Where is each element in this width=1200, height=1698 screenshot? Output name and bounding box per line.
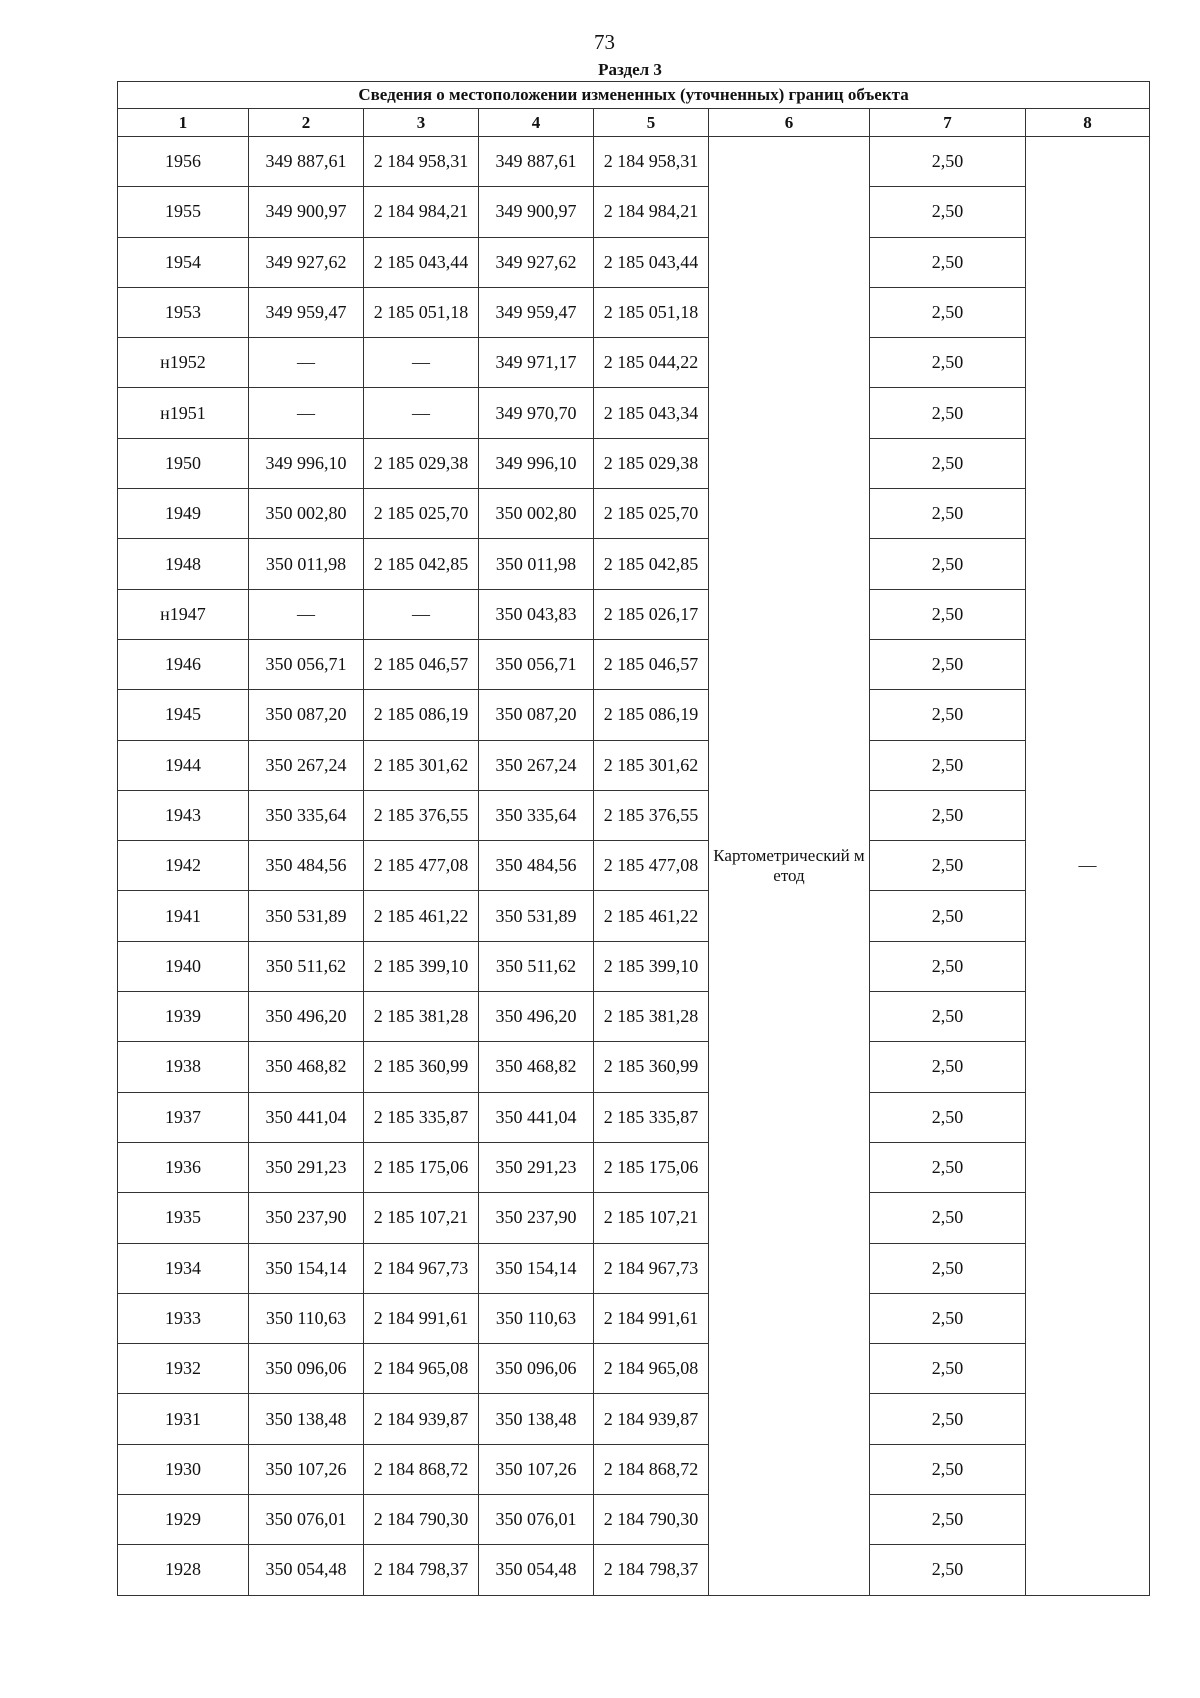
- y-existing-cell: 2 184 798,37: [364, 1545, 479, 1595]
- x-existing-cell: 350 054,48: [249, 1545, 364, 1595]
- y-updated-cell: 2 184 939,87: [594, 1394, 709, 1444]
- table-row: [118, 287, 1150, 337]
- x-existing-cell: —: [249, 589, 364, 639]
- point-number-cell: н1951: [118, 388, 249, 438]
- x-updated-cell: 350 107,26: [479, 1444, 594, 1494]
- x-existing-cell: 349 996,10: [249, 438, 364, 488]
- y-existing-cell: 2 185 360,99: [364, 1042, 479, 1092]
- x-existing-cell: 349 959,47: [249, 287, 364, 337]
- point-number-cell: 1943: [118, 790, 249, 840]
- y-existing-cell: 2 185 376,55: [364, 790, 479, 840]
- x-updated-cell: 349 927,62: [479, 237, 594, 287]
- point-number-cell: 1934: [118, 1243, 249, 1293]
- column-number: 2: [249, 109, 364, 137]
- y-updated-cell: 2 184 868,72: [594, 1444, 709, 1494]
- point-number-cell: 1935: [118, 1193, 249, 1243]
- column-number: 5: [594, 109, 709, 137]
- point-number-cell: 1955: [118, 187, 249, 237]
- x-updated-cell: 350 511,62: [479, 941, 594, 991]
- x-existing-cell: 350 056,71: [249, 639, 364, 689]
- table-caption-row: [118, 82, 1150, 109]
- accuracy-cell: 2,50: [870, 1293, 1026, 1343]
- y-updated-cell: 2 185 025,70: [594, 489, 709, 539]
- x-updated-cell: 349 970,70: [479, 388, 594, 438]
- y-updated-cell: 2 185 360,99: [594, 1042, 709, 1092]
- y-updated-cell: 2 184 965,08: [594, 1344, 709, 1394]
- point-number-cell: 1942: [118, 841, 249, 891]
- y-updated-cell: 2 185 301,62: [594, 740, 709, 790]
- page-number: 73: [594, 30, 615, 54]
- accuracy-cell: 2,50: [870, 589, 1026, 639]
- table-row: [118, 740, 1150, 790]
- x-updated-cell: 350 043,83: [479, 589, 594, 639]
- point-number-cell: 1929: [118, 1495, 249, 1545]
- table-row: [118, 137, 1150, 187]
- point-number-cell: 1931: [118, 1394, 249, 1444]
- point-number-cell: 1941: [118, 891, 249, 941]
- x-existing-cell: 350 468,82: [249, 1042, 364, 1092]
- x-existing-cell: 350 531,89: [249, 891, 364, 941]
- point-number-cell: 1940: [118, 941, 249, 991]
- point-number-cell: н1952: [118, 338, 249, 388]
- accuracy-cell: 2,50: [870, 841, 1026, 891]
- table-row: [118, 841, 1150, 891]
- section-title: Раздел 3: [598, 60, 662, 79]
- x-existing-cell: 350 076,01: [249, 1495, 364, 1545]
- x-existing-cell: 350 110,63: [249, 1293, 364, 1343]
- accuracy-cell: 2,50: [870, 790, 1026, 840]
- accuracy-cell: 2,50: [870, 338, 1026, 388]
- y-updated-cell: 2 185 051,18: [594, 287, 709, 337]
- y-updated-cell: 2 184 984,21: [594, 187, 709, 237]
- y-existing-cell: 2 184 958,31: [364, 137, 479, 187]
- point-number-cell: 1932: [118, 1344, 249, 1394]
- x-updated-cell: 350 138,48: [479, 1394, 594, 1444]
- x-existing-cell: 350 011,98: [249, 539, 364, 589]
- y-existing-cell: 2 185 107,21: [364, 1193, 479, 1243]
- table-row: [118, 941, 1150, 991]
- y-existing-cell: 2 185 043,44: [364, 237, 479, 287]
- x-existing-cell: 350 484,56: [249, 841, 364, 891]
- accuracy-cell: 2,50: [870, 539, 1026, 589]
- y-updated-cell: 2 185 477,08: [594, 841, 709, 891]
- x-existing-cell: 350 138,48: [249, 1394, 364, 1444]
- point-number-cell: 1928: [118, 1545, 249, 1595]
- x-updated-cell: 350 335,64: [479, 790, 594, 840]
- x-updated-cell: 350 441,04: [479, 1092, 594, 1142]
- accuracy-cell: 2,50: [870, 1193, 1026, 1243]
- accuracy-cell: 2,50: [870, 1545, 1026, 1595]
- x-existing-cell: —: [249, 338, 364, 388]
- accuracy-cell: 2,50: [870, 1495, 1026, 1545]
- point-number-cell: 1938: [118, 1042, 249, 1092]
- y-existing-cell: 2 184 991,61: [364, 1293, 479, 1343]
- point-number-cell: н1947: [118, 589, 249, 639]
- table-row: [118, 1193, 1150, 1243]
- x-updated-cell: 350 496,20: [479, 992, 594, 1042]
- y-updated-cell: 2 185 335,87: [594, 1092, 709, 1142]
- y-existing-cell: 2 185 381,28: [364, 992, 479, 1042]
- note-cell: —: [1026, 137, 1150, 1596]
- table-row: [118, 187, 1150, 237]
- y-existing-cell: 2 185 086,19: [364, 690, 479, 740]
- y-existing-cell: 2 184 790,30: [364, 1495, 479, 1545]
- point-number-cell: 1956: [118, 137, 249, 187]
- y-existing-cell: —: [364, 338, 479, 388]
- x-updated-cell: 350 267,24: [479, 740, 594, 790]
- table-row: [118, 338, 1150, 388]
- accuracy-cell: 2,50: [870, 287, 1026, 337]
- column-number-row: [118, 109, 1150, 137]
- y-updated-cell: 2 185 086,19: [594, 690, 709, 740]
- y-updated-cell: 2 185 043,34: [594, 388, 709, 438]
- y-existing-cell: 2 185 461,22: [364, 891, 479, 941]
- accuracy-cell: 2,50: [870, 740, 1026, 790]
- table-row: [118, 891, 1150, 941]
- y-existing-cell: 2 184 984,21: [364, 187, 479, 237]
- y-updated-cell: 2 185 044,22: [594, 338, 709, 388]
- x-updated-cell: 350 076,01: [479, 1495, 594, 1545]
- table-row: [118, 237, 1150, 287]
- table-row: [118, 1293, 1150, 1343]
- x-updated-cell: 350 291,23: [479, 1142, 594, 1192]
- y-updated-cell: 2 184 798,37: [594, 1545, 709, 1595]
- accuracy-cell: 2,50: [870, 237, 1026, 287]
- y-updated-cell: 2 184 958,31: [594, 137, 709, 187]
- x-updated-cell: 350 087,20: [479, 690, 594, 740]
- table-row: [118, 690, 1150, 740]
- x-updated-cell: 350 468,82: [479, 1042, 594, 1092]
- y-existing-cell: 2 185 042,85: [364, 539, 479, 589]
- x-updated-cell: 350 002,80: [479, 489, 594, 539]
- x-existing-cell: 350 496,20: [249, 992, 364, 1042]
- y-updated-cell: 2 185 043,44: [594, 237, 709, 287]
- accuracy-cell: 2,50: [870, 489, 1026, 539]
- x-updated-cell: 350 011,98: [479, 539, 594, 589]
- table-row: [118, 1495, 1150, 1545]
- table-row: [118, 1545, 1150, 1595]
- point-number-cell: 1944: [118, 740, 249, 790]
- x-updated-cell: 349 900,97: [479, 187, 594, 237]
- x-existing-cell: 349 887,61: [249, 137, 364, 187]
- accuracy-cell: 2,50: [870, 438, 1026, 488]
- table-row: [118, 992, 1150, 1042]
- table-body: [118, 137, 1150, 1596]
- point-number-cell: 1933: [118, 1293, 249, 1343]
- x-existing-cell: 350 267,24: [249, 740, 364, 790]
- y-existing-cell: 2 185 025,70: [364, 489, 479, 539]
- y-updated-cell: 2 184 790,30: [594, 1495, 709, 1545]
- point-number-cell: 1949: [118, 489, 249, 539]
- point-number-cell: 1946: [118, 639, 249, 689]
- x-existing-cell: 350 096,06: [249, 1344, 364, 1394]
- accuracy-cell: 2,50: [870, 639, 1026, 689]
- y-updated-cell: 2 185 042,85: [594, 539, 709, 589]
- accuracy-cell: 2,50: [870, 1092, 1026, 1142]
- y-existing-cell: —: [364, 388, 479, 438]
- x-updated-cell: 350 531,89: [479, 891, 594, 941]
- x-existing-cell: 350 154,14: [249, 1243, 364, 1293]
- y-updated-cell: 2 185 399,10: [594, 941, 709, 991]
- y-existing-cell: 2 184 967,73: [364, 1243, 479, 1293]
- y-existing-cell: 2 185 029,38: [364, 438, 479, 488]
- y-updated-cell: 2 184 967,73: [594, 1243, 709, 1293]
- x-existing-cell: 350 335,64: [249, 790, 364, 840]
- accuracy-cell: 2,50: [870, 137, 1026, 187]
- coordinates-table: [117, 81, 1150, 1596]
- x-updated-cell: 350 096,06: [479, 1344, 594, 1394]
- accuracy-cell: 2,50: [870, 1042, 1026, 1092]
- y-updated-cell: 2 185 175,06: [594, 1142, 709, 1192]
- y-existing-cell: 2 185 477,08: [364, 841, 479, 891]
- table-row: [118, 1042, 1150, 1092]
- x-updated-cell: 349 887,61: [479, 137, 594, 187]
- accuracy-cell: 2,50: [870, 1344, 1026, 1394]
- x-existing-cell: 350 441,04: [249, 1092, 364, 1142]
- x-existing-cell: 350 002,80: [249, 489, 364, 539]
- x-existing-cell: 350 107,26: [249, 1444, 364, 1494]
- accuracy-cell: 2,50: [870, 388, 1026, 438]
- x-existing-cell: 350 087,20: [249, 690, 364, 740]
- x-existing-cell: 349 900,97: [249, 187, 364, 237]
- table-row: [118, 1444, 1150, 1494]
- y-existing-cell: 2 185 335,87: [364, 1092, 479, 1142]
- accuracy-cell: 2,50: [870, 941, 1026, 991]
- point-number-cell: 1945: [118, 690, 249, 740]
- y-existing-cell: —: [364, 589, 479, 639]
- table-row: [118, 438, 1150, 488]
- table-row: [118, 489, 1150, 539]
- y-existing-cell: 2 185 301,62: [364, 740, 479, 790]
- y-existing-cell: 2 185 399,10: [364, 941, 479, 991]
- table-row: [118, 1092, 1150, 1142]
- table-row: [118, 639, 1150, 689]
- y-existing-cell: 2 185 175,06: [364, 1142, 479, 1192]
- table-row: [118, 1142, 1150, 1192]
- method-cell: Картометрический метод: [709, 137, 870, 1596]
- x-updated-cell: 350 154,14: [479, 1243, 594, 1293]
- x-updated-cell: 349 996,10: [479, 438, 594, 488]
- x-updated-cell: 349 959,47: [479, 287, 594, 337]
- accuracy-cell: 2,50: [870, 1142, 1026, 1192]
- column-number: 8: [1026, 109, 1150, 137]
- x-updated-cell: 350 056,71: [479, 639, 594, 689]
- column-number: 4: [479, 109, 594, 137]
- column-number: 6: [709, 109, 870, 137]
- y-existing-cell: 2 185 051,18: [364, 287, 479, 337]
- table-row: [118, 1344, 1150, 1394]
- accuracy-cell: 2,50: [870, 1243, 1026, 1293]
- y-updated-cell: 2 185 026,17: [594, 589, 709, 639]
- table-row: [118, 1394, 1150, 1444]
- point-number-cell: 1950: [118, 438, 249, 488]
- accuracy-cell: 2,50: [870, 1444, 1026, 1494]
- x-existing-cell: 350 511,62: [249, 941, 364, 991]
- y-existing-cell: 2 184 965,08: [364, 1344, 479, 1394]
- y-updated-cell: 2 185 046,57: [594, 639, 709, 689]
- y-updated-cell: 2 185 461,22: [594, 891, 709, 941]
- x-updated-cell: 350 110,63: [479, 1293, 594, 1343]
- table-row: [118, 388, 1150, 438]
- point-number-cell: 1954: [118, 237, 249, 287]
- x-existing-cell: —: [249, 388, 364, 438]
- x-updated-cell: 350 054,48: [479, 1545, 594, 1595]
- column-number: 7: [870, 109, 1026, 137]
- x-existing-cell: 350 291,23: [249, 1142, 364, 1192]
- accuracy-cell: 2,50: [870, 992, 1026, 1042]
- point-number-cell: 1948: [118, 539, 249, 589]
- table-caption: Сведения о местоположении измененных (уточненных) границ объекта: [118, 82, 1150, 109]
- x-updated-cell: 349 971,17: [479, 338, 594, 388]
- point-number-cell: 1953: [118, 287, 249, 337]
- y-updated-cell: 2 184 991,61: [594, 1293, 709, 1343]
- y-existing-cell: 2 184 939,87: [364, 1394, 479, 1444]
- y-existing-cell: 2 184 868,72: [364, 1444, 479, 1494]
- accuracy-cell: 2,50: [870, 690, 1026, 740]
- x-updated-cell: 350 484,56: [479, 841, 594, 891]
- table-row: [118, 589, 1150, 639]
- y-existing-cell: 2 185 046,57: [364, 639, 479, 689]
- table-row: [118, 1243, 1150, 1293]
- column-number: 1: [118, 109, 249, 137]
- x-existing-cell: 349 927,62: [249, 237, 364, 287]
- y-updated-cell: 2 185 381,28: [594, 992, 709, 1042]
- x-updated-cell: 350 237,90: [479, 1193, 594, 1243]
- y-updated-cell: 2 185 029,38: [594, 438, 709, 488]
- y-updated-cell: 2 185 107,21: [594, 1193, 709, 1243]
- table-row: [118, 790, 1150, 840]
- accuracy-cell: 2,50: [870, 1394, 1026, 1444]
- point-number-cell: 1930: [118, 1444, 249, 1494]
- accuracy-cell: 2,50: [870, 187, 1026, 237]
- y-updated-cell: 2 185 376,55: [594, 790, 709, 840]
- point-number-cell: 1936: [118, 1142, 249, 1192]
- table-row: [118, 539, 1150, 589]
- point-number-cell: 1939: [118, 992, 249, 1042]
- column-number: 3: [364, 109, 479, 137]
- point-number-cell: 1937: [118, 1092, 249, 1142]
- x-existing-cell: 350 237,90: [249, 1193, 364, 1243]
- accuracy-cell: 2,50: [870, 891, 1026, 941]
